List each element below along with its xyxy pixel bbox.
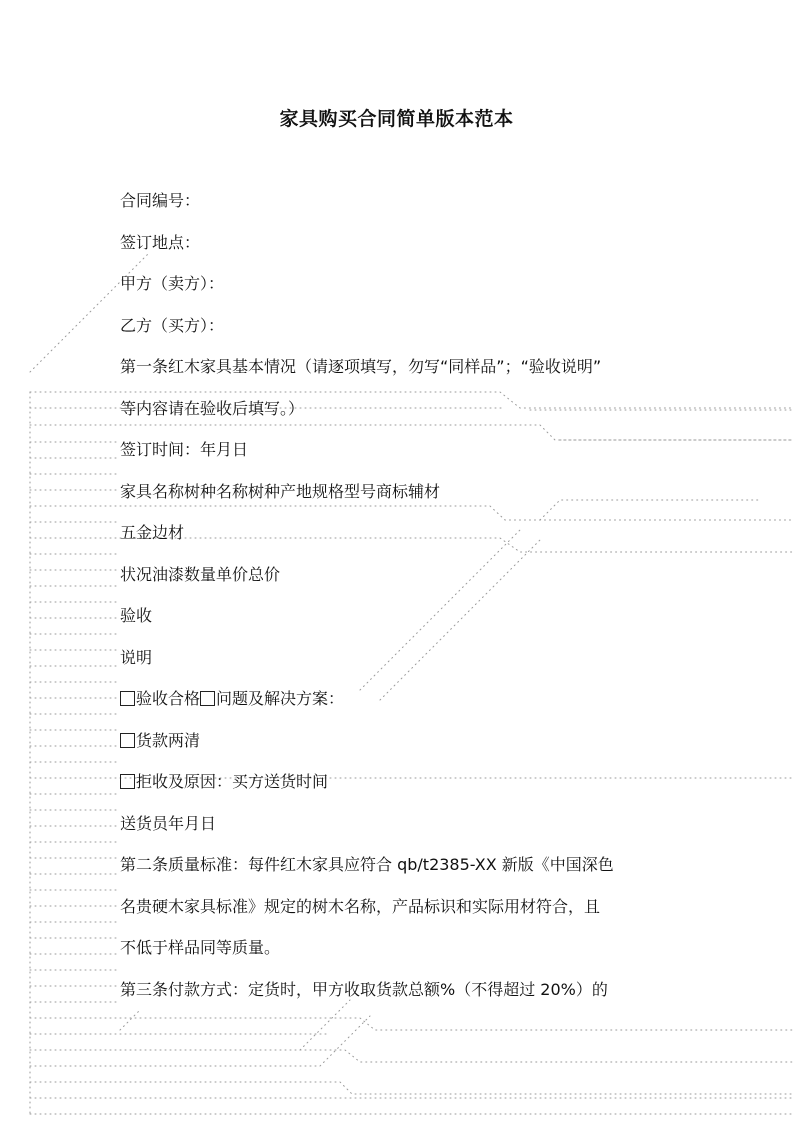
line-acceptance: 验收 — [120, 606, 153, 625]
line-furniture-fields: 家具名称树种名称树种产地规格型号商标辅材 — [120, 481, 441, 501]
line-article-1: 第一条红木家具基本情况（请逐项填写，勿写“同样品”；“验收说明” — [120, 357, 602, 376]
checkbox-icon[interactable] — [200, 691, 215, 706]
line-article-2: 第二条质量标准：每件红木家具应符合 qb/t2385-XX 新版《中国深色 — [120, 855, 614, 874]
line-contract-number: 合同编号： — [120, 191, 201, 210]
line-party-a: 甲方（卖方）： — [120, 274, 225, 293]
line-checkbox-rejected — [120, 769, 720, 811]
line-signing-place: 签订地点： — [120, 232, 201, 252]
line-article-3: 第三条付款方式：定货时，甲方收取货款总额%（不得超过 20%）的 — [120, 979, 608, 999]
line-checkbox-paid — [120, 728, 720, 770]
line-condition-fields: 状况油漆数量单价总价 — [120, 564, 281, 584]
line-article-2-end: 不低于样品同等质量。 — [120, 938, 281, 957]
document-title: 家具购买合同简单版本范本 — [279, 108, 514, 130]
line-delivery-person: 送货员年月日 — [120, 813, 217, 833]
line-hardware: 五金边材 — [120, 523, 185, 542]
line-description: 说明 — [120, 647, 153, 667]
line-checkboxes-acceptance — [120, 686, 720, 728]
checkbox-icon[interactable] — [120, 733, 135, 748]
contract-body — [120, 188, 720, 1018]
checkbox-label-rejected: 拒收及原因：买方送货时间 — [136, 772, 329, 791]
checkbox-icon[interactable] — [120, 691, 135, 706]
line-article-1-cont: 等内容请在验收后填写。） — [120, 398, 305, 418]
checkbox-label-paid: 货款两清 — [136, 730, 201, 750]
line-party-b: 乙方（买方）： — [120, 315, 225, 335]
line-article-2-cont: 名贵硬木家具标准》规定的树木名称，产品标识和实际用材符合，且 — [120, 896, 601, 916]
checkbox-icon[interactable] — [120, 774, 135, 789]
checkbox-label-issues: 问题及解决方案： — [216, 689, 345, 708]
checkbox-label-accepted: 验收合格 — [136, 689, 201, 708]
line-signing-time: 签订时间：年月日 — [120, 440, 249, 459]
